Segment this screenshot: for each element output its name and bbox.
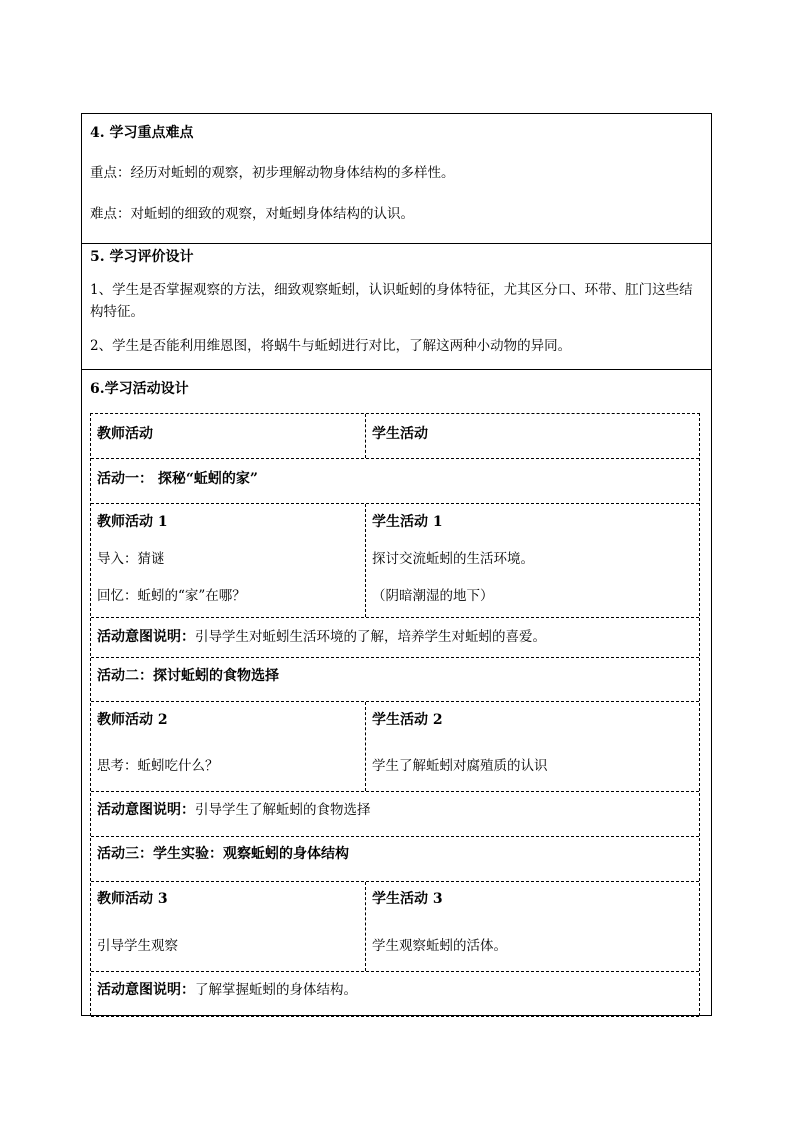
teacher-activity-1-label: 教师活动 1 xyxy=(97,514,168,530)
activity-3-title: 活动三：学生实验：观察蚯蚓的身体结构 xyxy=(97,846,349,862)
activity-2-detail-row xyxy=(91,702,699,792)
activity-3-title-row xyxy=(91,837,699,882)
activity-3-intent-text: 了解掌握蚯蚓的身体结构。 xyxy=(195,982,357,998)
activity-1-intent-row xyxy=(91,618,699,658)
student-activity-2-line-1: 学生了解蚯蚓对腐殖质的认识 xyxy=(372,758,548,774)
student-activity-3-line-1: 学生观察蚯蚓的活体。 xyxy=(372,938,507,954)
student-activity-1-label: 学生活动 1 xyxy=(372,514,443,530)
student-activity-3-label: 学生活动 3 xyxy=(372,891,443,907)
section-5-title: 5. 学习评价设计 xyxy=(90,249,194,265)
activity-design-table xyxy=(90,413,700,1016)
teacher-activity-1-line-1: 导入：猜谜 xyxy=(97,551,165,567)
activity-2-title: 活动二：探讨蚯蚓的食物选择 xyxy=(97,668,279,684)
activity-2-intent-label: 活动意图说明： xyxy=(97,802,195,818)
activity-2-title-row xyxy=(91,658,699,702)
key-point-text: 重点：经历对蚯蚓的观察，初步理解动物身体结构的多样性。 xyxy=(90,165,455,181)
activity-3-intent-label: 活动意图说明： xyxy=(97,982,195,998)
teacher-activity-2-line-1: 思考：蚯蚓吃什么？ xyxy=(97,758,219,774)
header-student-activity: 学生活动 xyxy=(372,426,428,442)
activity-3-intent xyxy=(97,978,357,999)
activity-1-intent xyxy=(97,625,546,646)
activity-2-intent xyxy=(97,798,371,819)
student-activity-1-line-2: （阴暗潮湿的地下） xyxy=(372,588,494,604)
section-key-points xyxy=(82,114,711,244)
teacher-activity-3-line-1: 引导学生观察 xyxy=(97,938,178,954)
activity-3-intent-row xyxy=(91,972,699,1017)
activity-1-title-row xyxy=(91,459,699,504)
activity-1-intent-text: 引导学生对蚯蚓生活环境的了解，培养学生对蚯蚓的喜爱。 xyxy=(195,629,546,645)
section-6-title: 6.学习活动设计 xyxy=(90,381,189,397)
activity-header-row xyxy=(91,414,699,459)
teacher-activity-1-line-2: 回忆：蚯蚓的“家”在哪？ xyxy=(97,588,246,604)
student-activity-1-line-1: 探讨交流蚯蚓的生活环境。 xyxy=(372,551,534,567)
activity-2-intent-row xyxy=(91,792,699,837)
student-activity-2-label: 学生活动 2 xyxy=(372,712,443,728)
lesson-plan-table xyxy=(81,113,712,1016)
section-evaluation xyxy=(82,243,711,370)
evaluation-item-2: 2、学生是否能利用维恩图，将蜗牛与蚯蚓进行对比，了解这两种小动物的异同。 xyxy=(90,338,572,354)
activity-3-detail-row xyxy=(91,882,699,972)
difficulty-text: 难点：对蚯蚓的细致的观察，对蚯蚓身体结构的认识。 xyxy=(90,206,414,222)
activity-1-intent-label: 活动意图说明： xyxy=(97,629,195,645)
header-teacher-activity: 教师活动 xyxy=(97,426,153,442)
activity-1-title: 活动一： 探秘“蚯蚓的家” xyxy=(97,471,258,487)
evaluation-item-1: 1、学生是否掌握观察的方法，细致观察蚯蚓，认识蚯蚓的身体特征，尤其区分口、环带、肛门这些结构特征。 xyxy=(90,282,693,320)
section-4-title: 4. 学习重点难点 xyxy=(90,125,194,141)
activity-1-detail-row xyxy=(91,504,699,618)
activity-2-intent-text: 引导学生了解蚯蚓的食物选择 xyxy=(195,802,371,818)
teacher-activity-2-label: 教师活动 2 xyxy=(97,712,168,728)
teacher-activity-3-label: 教师活动 3 xyxy=(97,891,168,907)
